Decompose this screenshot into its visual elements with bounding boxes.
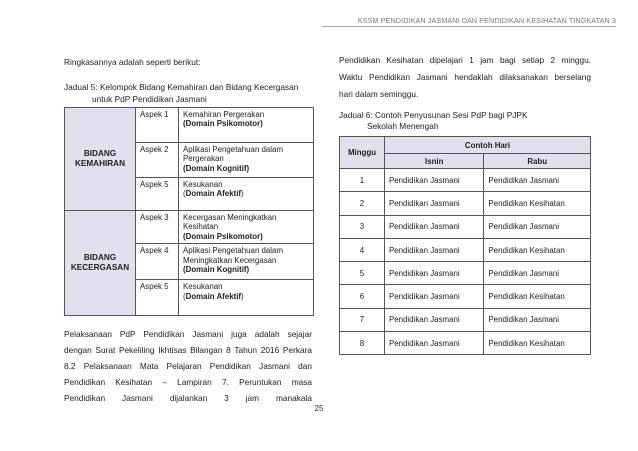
isnin-cell: Pendidikan Jasmani — [385, 215, 484, 238]
rabu-cell: Pendidikan Kesihatan — [484, 192, 591, 215]
week-cell: 7 — [340, 308, 385, 331]
desc-cell: Kesukanan (Domain Afektif) — [179, 280, 314, 316]
paragraph-line: dengan Surat Pekeliling Ikhtisas Bilangan 8 Tahun 2016 Perkara — [64, 345, 312, 355]
page-number: 25 — [314, 404, 324, 413]
aspect-cell: Aspek 5 — [136, 178, 179, 211]
table5-caption — [64, 81, 312, 105]
aspect-cell: Aspek 2 — [136, 143, 179, 178]
week-cell: 3 — [340, 215, 385, 238]
table-row — [340, 262, 591, 285]
table6-caption-line2: Sekolah Menengah — [367, 120, 439, 131]
running-header: KSSM PENDIDIKAN JASMANI DAN PENDIDIKAN KESIHATAN TINGKATAN 3 — [357, 16, 616, 25]
isnin-cell: Pendidikan Jasmani — [385, 262, 484, 285]
group-label-kemahiran: BIDANG KEMAHIRAN — [65, 108, 136, 211]
col-header-isnin: Isnin — [385, 154, 484, 169]
desc-cell: Kemahiran Pergerakan (Domain Psikomotor) — [179, 108, 314, 143]
table6-session-schedule — [339, 136, 591, 355]
week-cell: 1 — [340, 169, 385, 192]
paragraph-line: Pendidikan Kesihatan – Lampiran 7. Peruntukan masa — [64, 377, 312, 387]
week-cell: 2 — [340, 192, 385, 215]
aspect-cell: Aspek 3 — [136, 211, 179, 244]
table6-caption — [339, 110, 591, 131]
isnin-cell: Pendidikan Jasmani — [385, 308, 484, 331]
col-header-minggu: Minggu — [340, 137, 385, 169]
table-row — [65, 211, 314, 244]
week-cell: 4 — [340, 238, 385, 261]
left-paragraph — [64, 326, 312, 406]
paragraph-line: Pendidikan Kesihatan dipelajari 1 jam bagi setiap 2 minggu. — [339, 55, 591, 65]
isnin-cell: Pendidikan Jasmani — [385, 285, 484, 308]
col-header-contoh-hari: Contoh Hari — [385, 137, 591, 154]
rabu-cell: Pendidikan Jasmani — [484, 262, 591, 285]
rabu-cell: Pendidikan Jasmani — [484, 169, 591, 192]
group-label-kecergasan: BIDANG KECERGASAN — [65, 211, 136, 316]
desc-cell: Aplikasi Pengetahuan dalam Meningkatkan Kecergasan (Domain Kognitif) — [179, 244, 314, 280]
rabu-cell: Pendidikan Jasmani — [484, 215, 591, 238]
desc-cell: Kecergasan Meningkatkan Kesihatan (Domain Psikomotor) — [179, 211, 314, 244]
table-row — [340, 332, 591, 355]
isnin-cell: Pendidikan Jasmani — [385, 169, 484, 192]
desc-cell: Aplikasi Pengetahuan dalam Pergerakan (Domain Kognitif) — [179, 143, 314, 178]
week-cell: 8 — [340, 332, 385, 355]
rabu-cell: Pendidikan Kesihatan — [484, 332, 591, 355]
col-header-rabu: Rabu — [484, 154, 591, 169]
paragraph-line: hari dalam seminggu. — [339, 89, 419, 99]
table6-caption-line1: Jadual 6: Contoh Penyusunan Sesi PdP bagi PJPK — [339, 110, 528, 120]
isnin-cell: Pendidikan Jasmani — [385, 332, 484, 355]
paragraph-line: Pelaksanaan PdP Pendidikan Jasmani juga adalah sejajar — [64, 329, 312, 339]
week-cell: 5 — [340, 262, 385, 285]
rabu-cell: Pendidikan Kesihatan — [484, 238, 591, 261]
paragraph-line: Pendidikan Jasmani dijalankan 3 jam manakala — [64, 393, 312, 403]
table5-skill-fitness — [64, 107, 314, 316]
table-row — [340, 238, 591, 261]
week-cell: 6 — [340, 285, 385, 308]
paragraph-line: Waktu Pendidikan Jasmani hendaklah dilaksanakan berselang — [339, 72, 591, 82]
table-row — [340, 308, 591, 331]
aspect-cell: Aspek 1 — [136, 108, 179, 143]
table-row — [340, 215, 591, 238]
table-row — [65, 108, 314, 143]
desc-cell: Kesukanan (Domain Afektif) — [179, 178, 314, 211]
paragraph-line: 8.2 Pelaksanaan Mata Pelajaran Pendidikan Jasmani dan — [64, 361, 312, 371]
isnin-cell: Pendidikan Jasmani — [385, 238, 484, 261]
isnin-cell: Pendidikan Jasmani — [385, 192, 484, 215]
aspect-cell: Aspek 4 — [136, 244, 179, 280]
aspect-cell: Aspek 5 — [136, 280, 179, 316]
right-paragraph — [339, 52, 591, 103]
rabu-cell: Pendidikan Jasmani — [484, 308, 591, 331]
header-rule — [322, 26, 616, 27]
table-row — [340, 285, 591, 308]
table-row — [340, 192, 591, 215]
table5-caption-line2: untuk PdP Pendidikan Jasmani — [92, 94, 207, 104]
intro-text: Ringkasannya adalah seperti berikut: — [64, 57, 201, 67]
rabu-cell: Pendidikan Kesihatan — [484, 285, 591, 308]
table5-caption-line1: Jadual 5: Kelompok Bidang Kemahiran dan Bidang Kecergasan — [64, 82, 299, 92]
table-row — [340, 169, 591, 192]
